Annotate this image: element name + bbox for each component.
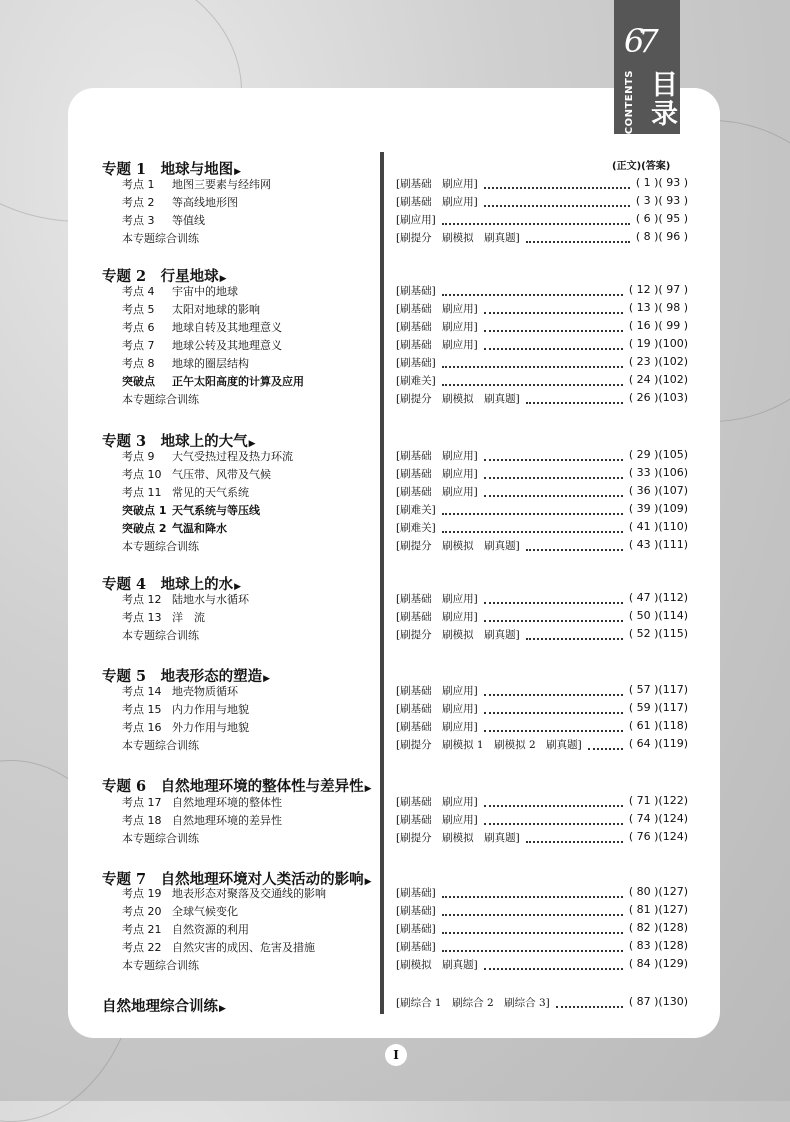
entry-pages: ( 41 )(110) [628,520,688,533]
entry-title: 自然资源的利用 [172,923,249,936]
entry-pages: ( 50 )(114) [628,609,688,622]
entry-label: 考点 1 [122,178,155,191]
entry-label: 考点 16 [122,721,162,734]
toc-entry[interactable] [122,373,304,389]
leader-dots [484,805,623,807]
entry-title: 地球的圈层结构 [172,357,249,370]
entry-title: 等高线地形图 [172,196,238,209]
toc-entry[interactable] [122,609,205,625]
entry-label: 考点 19 [122,887,162,900]
entry-pages: ( 84 )(129) [628,957,688,970]
toc-entry[interactable] [122,484,249,500]
toc-entry[interactable] [122,391,199,407]
toc-entry[interactable] [122,319,282,335]
entry-label: 考点 4 [122,285,155,298]
leader-dots [484,348,623,350]
leader-dots [442,531,623,533]
entry-pages: ( 29 )(105) [628,448,688,461]
entry-label: 突破点 1 [122,504,167,517]
entry-tags: [刷难关] [396,375,436,387]
leader-dots [484,694,623,696]
entry-tags: [刷基础 刷应用] [396,611,478,623]
entry-title: 气温和降水 [172,522,227,535]
entry-tags: [刷基础 刷应用] [396,303,478,315]
entry-pages: ( 12 )( 97 ) [628,283,688,296]
toc-entry[interactable] [122,520,227,536]
entry-label: 本专题综合训练 [122,959,199,972]
leader-dots [442,294,623,296]
toc-entry[interactable] [122,466,271,482]
topic-title[interactable] [102,775,372,796]
toc-entry[interactable] [122,194,238,210]
topic-title-text: 专题 6 自然地理环境的整体性与差异性 [102,778,364,795]
entry-tags: [刷基础 刷应用] [396,486,478,498]
toc-entry[interactable] [122,230,199,246]
entry-label: 考点 3 [122,214,155,227]
toc-entry[interactable] [122,737,199,753]
leader-dots [484,823,623,825]
entry-pages: ( 33 )(106) [628,466,688,479]
leader-dots [484,205,630,207]
leader-dots [484,968,623,970]
leader-dots [484,459,623,461]
entry-label: 考点 14 [122,685,162,698]
triangle-icon: ▶ [234,582,242,592]
toc-entry[interactable] [122,830,199,846]
toc-entry[interactable] [122,627,199,643]
entry-pages: ( 13 )( 98 ) [628,301,688,314]
entry-pages: ( 47 )(112) [628,591,688,604]
leader-dots [442,950,623,952]
entry-title: 大气受热过程及热力环流 [172,450,293,463]
entry-label: 考点 10 [122,468,162,481]
toc-entry[interactable] [122,502,260,518]
entry-pages: ( 1 )( 93 ) [635,176,688,189]
entry-tags: [刷基础] [396,357,436,369]
leader-dots [484,312,623,314]
triangle-icon: ▶ [219,1004,226,1014]
entry-pages: ( 3 )( 93 ) [635,194,688,207]
entry-label: 本专题综合训练 [122,739,199,752]
leader-dots [484,620,623,622]
entry-label: 突破点 [122,375,155,388]
entry-pages: ( 82 )(128) [628,921,688,934]
entry-label: 本专题综合训练 [122,832,199,845]
entry-title: 太阳对地球的影响 [172,303,260,316]
entry-title: 自然灾害的成因、危害及措施 [172,941,315,954]
entry-tags: [刷基础 刷应用] [396,814,478,826]
toc-entry[interactable] [122,957,199,973]
entry-tags: [刷提分 刷模拟 刷真题] [396,629,520,641]
entry-tags: [刷基础] [396,923,436,935]
contents-label: CONTENTS [624,70,635,135]
entry-label: 考点 9 [122,450,155,463]
entry-tags: [刷基础 刷应用] [396,450,478,462]
entry-label: 本专题综合训练 [122,393,199,406]
toc-entry[interactable] [122,301,260,317]
leader-dots [442,896,623,898]
leader-dots [484,187,630,189]
entry-title: 自然地理环境的整体性 [172,796,282,809]
entry-pages: ( 64 )(119) [628,737,688,750]
entry-tags: [刷应用] [396,214,436,226]
entry-pages: ( 39 )(109) [628,502,688,515]
entry-tags: [刷提分 刷模拟 刷真题] [396,393,520,405]
topic-title-text: 专题 2 行星地球 [102,268,219,285]
leader-dots [442,932,623,934]
entry-tags: [刷提分 刷模拟 刷真题] [396,232,520,244]
entry-tags: [刷模拟 刷真题] [396,959,478,971]
toc-entry[interactable] [122,903,238,919]
entry-tags: [刷基础 刷应用] [396,196,478,208]
entry-tags: [刷基础 刷应用] [396,178,478,190]
entry-label: 考点 13 [122,611,162,624]
final-title-text: 自然地理综合训练 [102,998,218,1015]
toc-entry[interactable] [122,885,326,901]
entry-tags: [刷基础] [396,905,436,917]
topic-title-text: 专题 4 地球上的水 [102,576,234,593]
toc-entry[interactable] [122,337,282,353]
page-title: 目录 [646,70,677,128]
triangle-icon: ▶ [234,167,242,177]
final-pages: ( 87 )(130) [628,995,688,1008]
entry-title: 陆地水与水循环 [172,593,249,606]
toc-entry[interactable] [122,283,238,299]
final-tags: [刷综合 1 刷综合 2 刷综合 3] [396,997,550,1009]
toc-entry[interactable] [122,591,249,607]
triangle-icon: ▶ [219,274,227,284]
entry-pages: ( 26 )(103) [628,391,688,404]
entry-pages: ( 76 )(124) [628,830,688,843]
toc-entry[interactable] [122,355,249,371]
entry-label: 本专题综合训练 [122,232,199,245]
entry-pages: ( 24 )(102) [628,373,688,386]
entry-title: 地图三要素与经纬网 [172,178,271,191]
final-title[interactable] [102,995,226,1016]
entry-label: 本专题综合训练 [122,629,199,642]
entry-pages: ( 8 )( 96 ) [635,230,688,243]
entry-label: 考点 17 [122,796,162,809]
entry-tags: [刷基础 刷应用] [396,468,478,480]
entry-pages: ( 74 )(124) [628,812,688,825]
toc-entry[interactable] [122,719,249,735]
entry-title: 气压带、风带及气候 [172,468,271,481]
entry-title: 内力作用与地貌 [172,703,249,716]
leader-dots [442,223,630,225]
entry-title: 地壳物质循环 [172,685,238,698]
entry-pages: ( 19 )(100) [628,337,688,350]
toc-entry[interactable] [122,794,282,810]
entry-pages: ( 61 )(118) [628,719,688,732]
triangle-icon: ▶ [364,877,372,887]
entry-tags: [刷提分 刷模拟 刷真题] [396,540,520,552]
entry-label: 考点 12 [122,593,162,606]
entry-title: 洋 流 [172,611,205,624]
toc-entry[interactable] [122,212,205,228]
leader-dots [484,712,623,714]
entry-title: 常见的天气系统 [172,486,249,499]
entry-tags: [刷提分 刷模拟 1 刷模拟 2 刷真题] [396,739,582,751]
entry-tags: [刷基础 刷应用] [396,339,478,351]
entry-pages: ( 23 )(102) [628,355,688,368]
entry-title: 地球公转及其地理意义 [172,339,282,352]
topic-title-text: 专题 3 地球上的大气 [102,433,248,450]
leader-dots [526,549,623,551]
entry-pages: ( 6 )( 95 ) [635,212,688,225]
leader-dots [556,1006,623,1008]
leader-dots [484,495,623,497]
entry-label: 考点 6 [122,321,155,334]
entry-title: 天气系统与等压线 [172,504,260,517]
entry-label: 本专题综合训练 [122,540,199,553]
entry-pages: ( 81 )(127) [628,903,688,916]
column-header: (正文)(答案) [612,161,671,172]
entry-label: 考点 5 [122,303,155,316]
entry-label: 考点 15 [122,703,162,716]
toc-entry[interactable] [122,176,271,192]
column-divider [380,152,384,1014]
entry-tags: [刷难关] [396,522,436,534]
entry-pages: ( 71 )(122) [628,794,688,807]
entry-label: 考点 21 [122,923,162,936]
entry-tags: [刷基础 刷应用] [396,796,478,808]
toc-entry[interactable] [122,538,199,554]
entry-pages: ( 43 )(111) [628,538,688,551]
leader-dots [588,748,623,750]
leader-dots [484,730,623,732]
triangle-icon: ▶ [364,784,372,794]
entry-title: 宇宙中的地球 [172,285,238,298]
entry-tags: [刷难关] [396,504,436,516]
entry-tags: [刷基础] [396,285,436,297]
entry-tags: [刷基础] [396,941,436,953]
entry-pages: ( 80 )(127) [628,885,688,898]
entry-label: 考点 18 [122,814,162,827]
leader-dots [484,330,623,332]
triangle-icon: ▶ [248,439,256,449]
leader-dots [484,602,623,604]
entry-label: 考点 7 [122,339,155,352]
leader-dots [526,402,623,404]
entry-tags: [刷基础 刷应用] [396,685,478,697]
entry-title: 地表形态对聚落及交通线的影响 [172,887,326,900]
leader-dots [442,914,623,916]
leader-dots [484,477,623,479]
entry-pages: ( 83 )(128) [628,939,688,952]
entry-title: 外力作用与地貌 [172,721,249,734]
entry-title: 自然地理环境的差异性 [172,814,282,827]
entry-title: 地球自转及其地理意义 [172,321,282,334]
entry-pages: ( 36 )(107) [628,484,688,497]
entry-title: 等值线 [172,214,205,227]
entry-title: 正午太阳高度的计算及应用 [172,375,304,388]
toc-entry[interactable] [122,683,238,699]
leader-dots [526,841,623,843]
entry-tags: [刷基础 刷应用] [396,321,478,333]
entry-label: 考点 22 [122,941,162,954]
leader-dots [442,366,623,368]
topic-title-text: 专题 1 地球与地图 [102,161,234,178]
entry-tags: [刷基础 刷应用] [396,721,478,733]
topic-title-text: 专题 7 自然地理环境对人类活动的影响 [102,871,364,888]
leader-dots [526,241,630,243]
entry-label: 考点 8 [122,357,155,370]
toc-entry[interactable] [122,812,282,828]
page-number: I [385,1044,407,1066]
entry-title: 全球气候变化 [172,905,238,918]
leader-dots [442,513,623,515]
leader-dots [526,638,623,640]
entry-label: 考点 11 [122,486,162,499]
entry-pages: ( 59 )(117) [628,701,688,714]
toc-entry[interactable] [122,921,249,937]
contents-badge [614,0,680,134]
entry-pages: ( 57 )(117) [628,683,688,696]
triangle-icon: ▶ [263,674,271,684]
entry-label: 考点 2 [122,196,155,209]
entry-tags: [刷基础 刷应用] [396,703,478,715]
topic-title-text: 专题 5 地表形态的塑造 [102,668,263,685]
brand-logo: 67 [624,22,653,60]
toc-entry[interactable] [122,448,293,464]
entry-label: 突破点 2 [122,522,167,535]
toc-entry[interactable] [122,939,315,955]
entry-pages: ( 16 )( 99 ) [628,319,688,332]
leader-dots [442,384,623,386]
entry-pages: ( 52 )(115) [628,627,688,640]
entry-tags: [刷基础 刷应用] [396,593,478,605]
entry-label: 考点 20 [122,905,162,918]
toc-entry[interactable] [122,701,249,717]
entry-tags: [刷基础] [396,887,436,899]
entry-tags: [刷提分 刷模拟 刷真题] [396,832,520,844]
